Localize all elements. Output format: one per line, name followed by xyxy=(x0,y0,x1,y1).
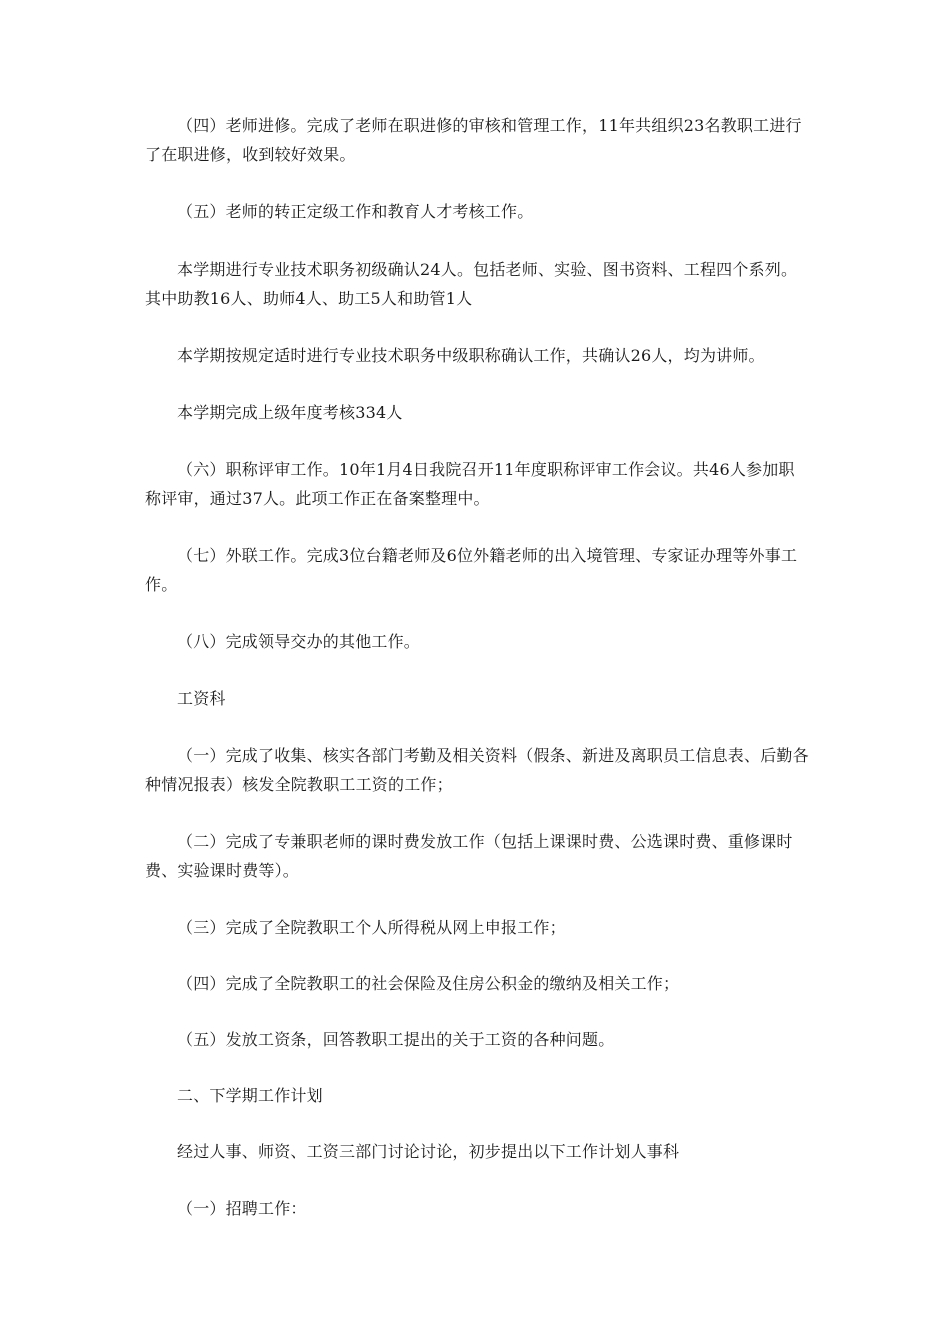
paragraph-foreign-affairs: （七）外联工作。完成3位台籍老师及6位外籍老师的出入境管理、专家证办理等外事工作。 xyxy=(145,546,798,594)
paragraph-plan-intro: 经过人事、师资、工资三部门讨论讨论，初步提出以下工作计划人事科 xyxy=(177,1142,680,1161)
paragraph-recruitment: （一）招聘工作： xyxy=(177,1199,307,1218)
paragraph-class-hour-fees: （二）完成了专兼职老师的课时费发放工作（包括上课课时费、公选课时费、重修课时费、实验课时费等）。 xyxy=(145,832,793,880)
section-heading-payroll: 工资科 xyxy=(177,689,226,708)
section-heading-next-term-plan: 二、下学期工作计划 xyxy=(177,1086,323,1105)
paragraph-teacher-training: （四）老师进修。完成了老师在职进修的审核和管理工作，11年共组织23名教职工进行了在职进修，收到较好效果。 xyxy=(145,116,802,164)
paragraph-annual-assessment: 本学期完成上级年度考核334人 xyxy=(177,403,403,422)
paragraph-junior-title-confirmation: 本学期进行专业技术职务初级确认24人。包括老师、实验、图书资料、工程四个系列。其中助教16人、助师4人、助工5人和助管1人 xyxy=(145,260,798,308)
paragraph-social-insurance: （四）完成了全院教职工的社会保险及住房公积金的缴纳及相关工作； xyxy=(177,974,680,993)
paragraph-other-work: （八）完成领导交办的其他工作。 xyxy=(177,632,421,651)
paragraph-pay-slips: （五）发放工资条，回答教职工提出的关于工资的各种问题。 xyxy=(177,1030,615,1049)
paragraph-intermediate-title-confirmation: 本学期按规定适时进行专业技术职务中级职称确认工作，共确认26人，均为讲师。 xyxy=(177,346,765,365)
paragraph-income-tax: （三）完成了全院教职工个人所得税从网上申报工作； xyxy=(177,918,566,937)
paragraph-title-review: （六）职称评审工作。10年1月4日我院召开11年度职称评审工作会议。共46人参加职称评审，通过37人。此项工作正在备案整理中。 xyxy=(145,460,795,508)
paragraph-payroll-attendance: （一）完成了收集、核实各部门考勤及相关资料（假条、新进及离职员工信息表、后勤各种情况报表）核发全院教职工工资的工作； xyxy=(145,746,809,794)
paragraph-confirmation-assessment: （五）老师的转正定级工作和教育人才考核工作。 xyxy=(177,202,534,221)
